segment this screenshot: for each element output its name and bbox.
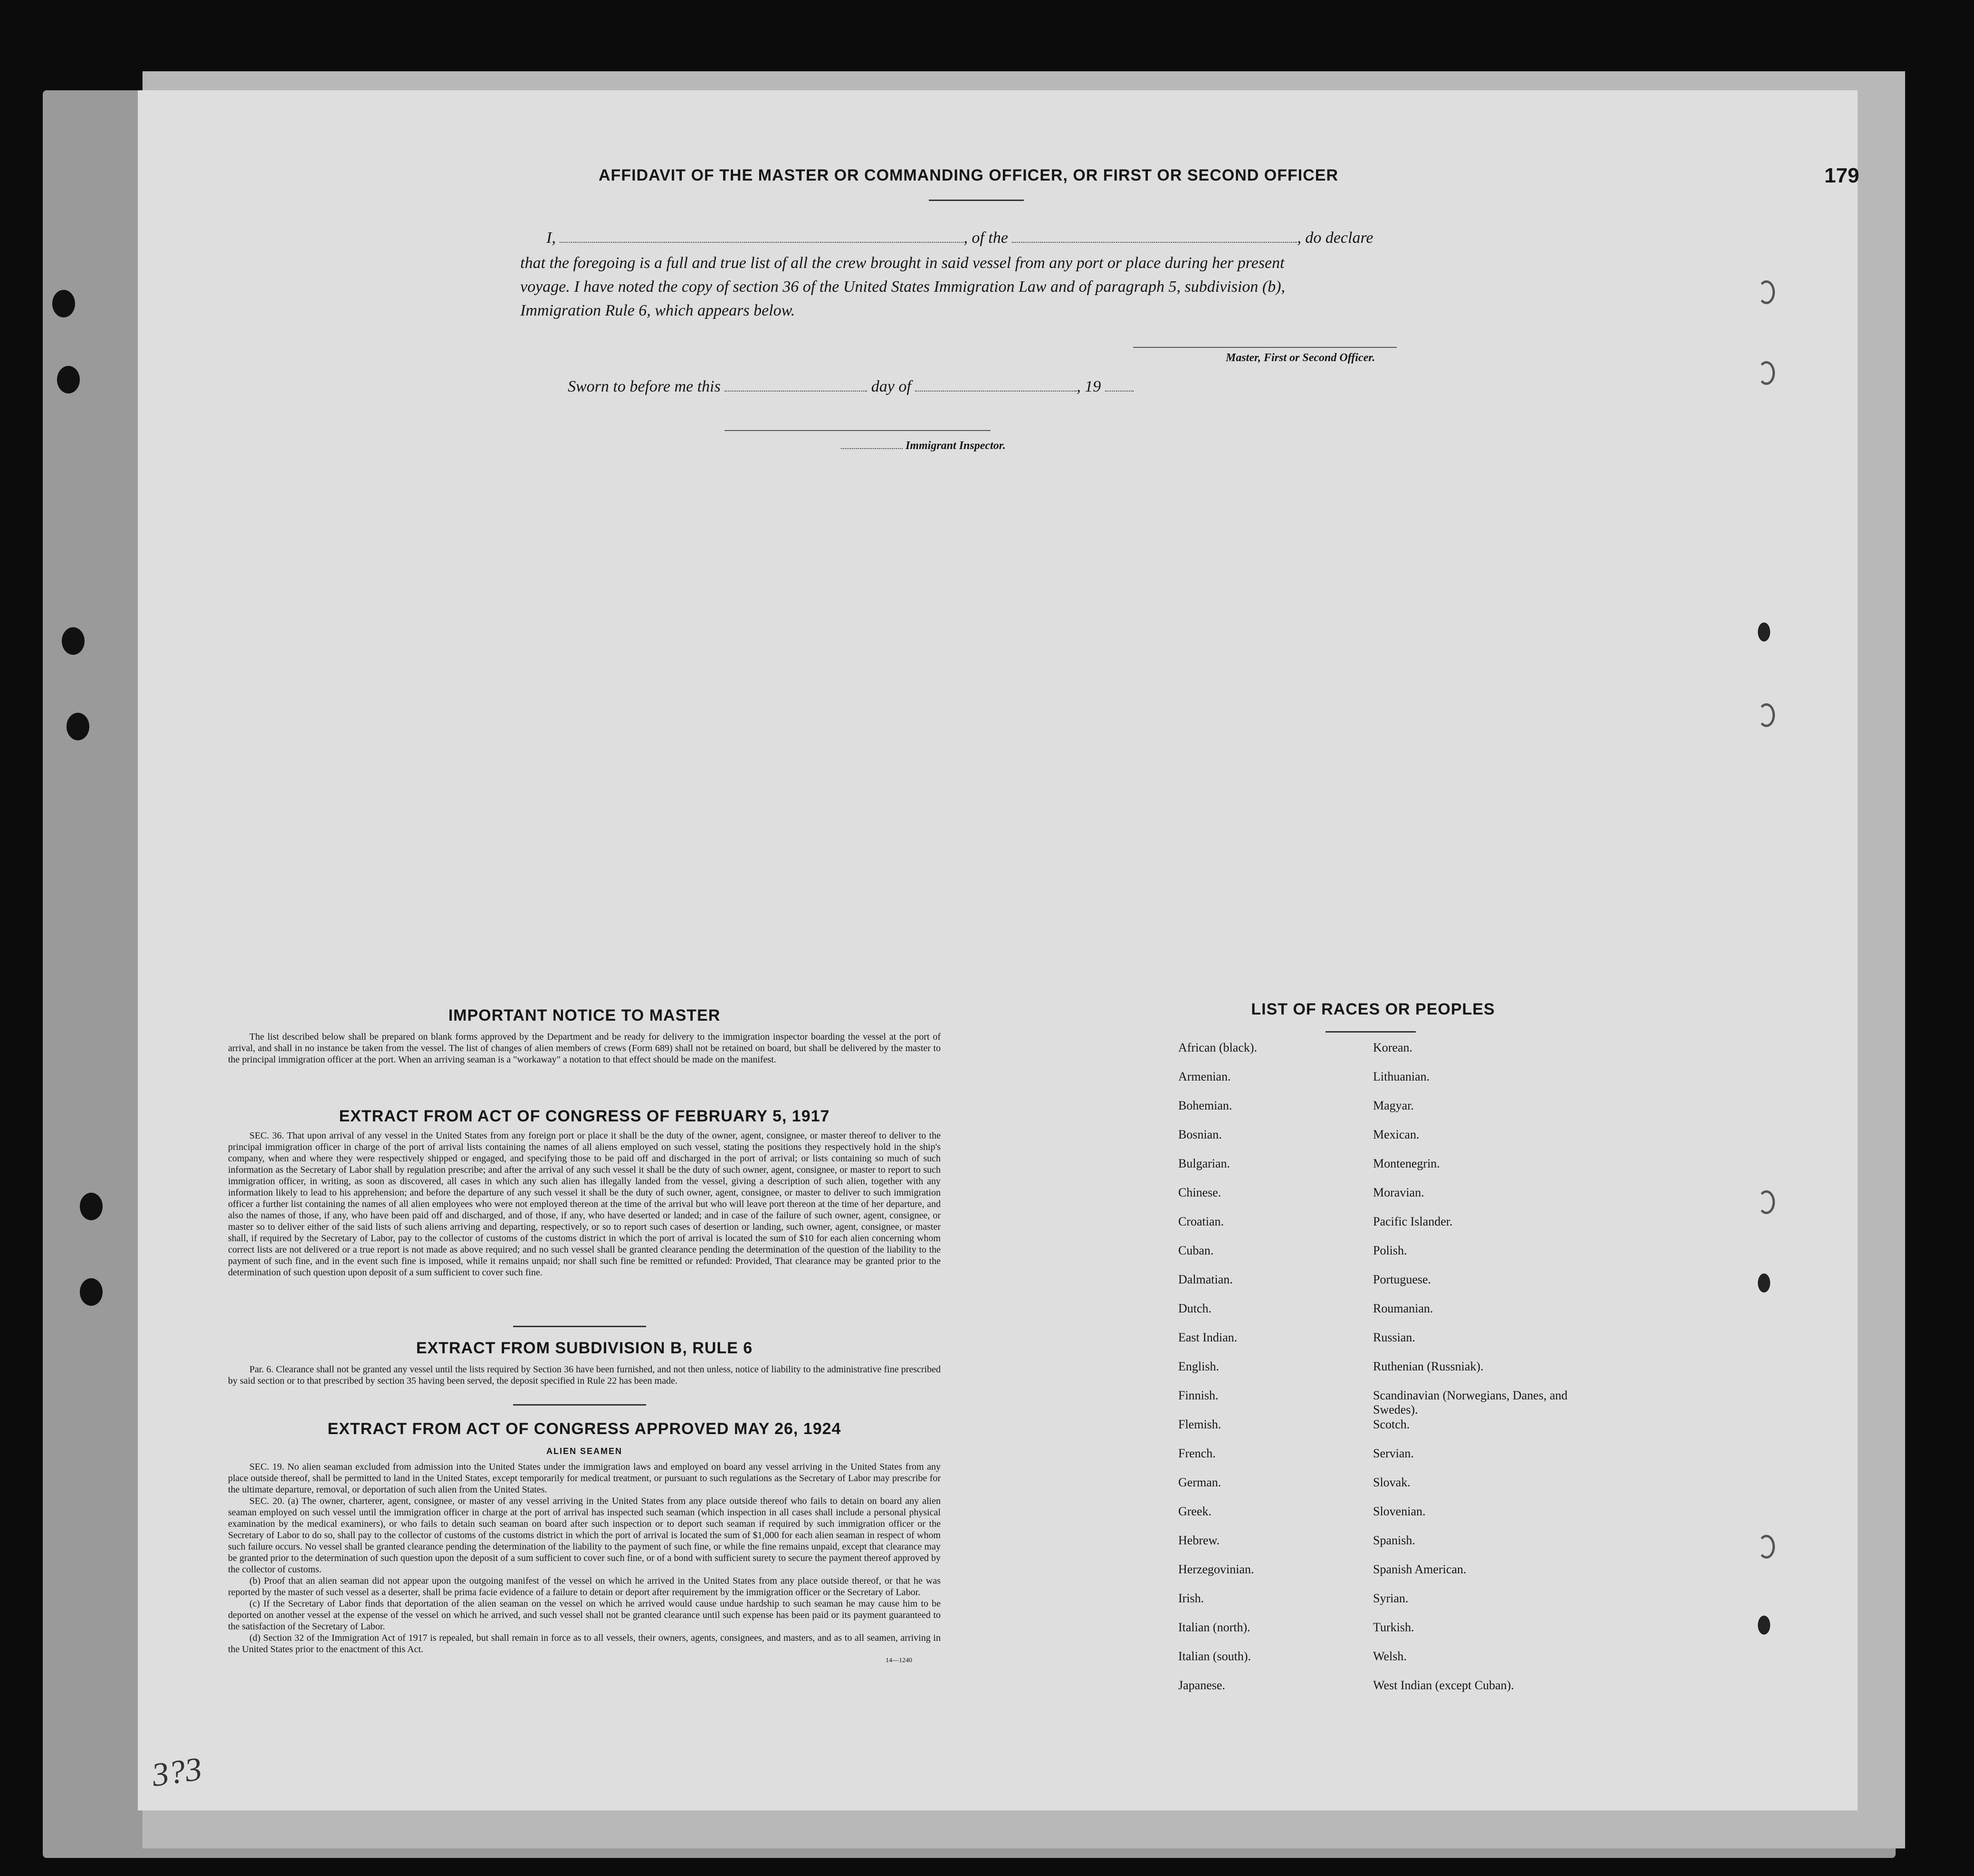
race-item-left: Armenian. [1178, 1070, 1231, 1083]
race-item-right: Spanish American. [1373, 1562, 1467, 1576]
extract-1917-title: EXTRACT FROM ACT OF CONGRESS OF FEBRUARY 5, 1917 [339, 1107, 830, 1125]
affidavit-line1: I, , of the , do declare [546, 229, 1373, 247]
notice-text: The list described below shall be prepared on blank forms approved by the Department and be ready for delivery to the immigration inspector boarding the vessel at the port of arrival, and shall in no instance be taken from the vessel. The list of changes of alien members of crews (Form 689) shall not be retained on board, but shall be delivered by the master to the principal immigration officer at the port. When an arriving seaman is a "workaway" a notation to that effect should be made on the manifest. [228, 1032, 941, 1065]
race-item-right: Polish. [1373, 1244, 1407, 1257]
race-item-left: Irish. [1178, 1591, 1204, 1605]
race-item-left: Dalmatian. [1178, 1273, 1233, 1286]
extract-1924-body [228, 1461, 941, 1666]
affidavit-line2: that the foregoing is a full and true list of all the crew brought in said vessel from any port or place during her present [520, 254, 1285, 272]
race-item-right: Slovak. [1373, 1475, 1411, 1489]
edge-hole [1758, 280, 1775, 304]
race-item-right: Slovenian. [1373, 1504, 1426, 1518]
race-item-left: Herzegovinian. [1178, 1562, 1254, 1576]
race-item-left: Italian (south). [1178, 1649, 1251, 1663]
binder-hole [62, 627, 85, 655]
affidavit-line3: voyage. I have noted the copy of section 36 of the United States Immigration Law and of paragraph 5, subdivision (b), [520, 278, 1286, 296]
race-item-right: Scandinavian (Norwegians, Danes, and Swedes). [1373, 1388, 1568, 1417]
binder-hole [80, 1278, 103, 1306]
extract-1924-sec19: SEC. 19. No alien seaman excluded from admission into the United States under the immigration laws and employed on board any vessel arriving in the United States from any place outside thereof, shall be permitted to land in the United States, except temporarily for medical treatment, or pursuant to such regulations as the Secretary of Labor may prescribe for the ultimate departure, removal, or deportation of such alien from the United States. [228, 1462, 941, 1495]
race-item-left: Chinese. [1178, 1186, 1221, 1199]
inspector-signature-line[interactable] [725, 430, 991, 431]
race-item-right: Russian. [1373, 1330, 1415, 1344]
extract-1924-sec20b: (b) Proof that an alien seaman did not appear upon the outgoing manifest of the vessel on which he arrived in the United States from any place outside thereof, or that he was reported by the master of such vessel as a deserter, shall be prima facie evidence of a failure to detain or deport after requirement by the immigration officer or the Secretary of Labor. [228, 1576, 941, 1598]
race-item-left: Bulgarian. [1178, 1157, 1230, 1170]
race-item-right: Lithuanian. [1373, 1070, 1430, 1083]
edge-hole [1758, 1535, 1775, 1559]
race-item-left: African (black). [1178, 1041, 1258, 1054]
sworn-line: Sworn to before me this day of , 19 [568, 378, 1134, 396]
race-item-right: Syrian. [1373, 1591, 1409, 1605]
edge-hole [1758, 1190, 1775, 1214]
inspector-label: Immigrant Inspector. [841, 440, 1006, 452]
name-blank[interactable] [560, 242, 963, 243]
race-item-right: Spanish. [1373, 1533, 1415, 1547]
edge-hole [1758, 622, 1770, 641]
extract-1924-subtitle: ALIEN SEAMEN [546, 1446, 622, 1456]
race-item-left: Hebrew. [1178, 1533, 1220, 1547]
race-item-left: German. [1178, 1475, 1221, 1489]
affidavit-title: AFFIDAVIT OF THE MASTER OR COMMANDING OFFICER, OR FIRST OR SECOND OFFICER [599, 166, 1338, 184]
races-divider [1326, 1031, 1416, 1033]
title-divider [929, 200, 1024, 201]
sworn-day-blank[interactable] [725, 391, 867, 392]
sworn-month-blank[interactable] [915, 391, 1077, 392]
race-item-right: Ruthenian (Russniak). [1373, 1359, 1484, 1373]
race-item-right: Moravian. [1373, 1186, 1424, 1199]
vessel-blank[interactable] [1012, 242, 1297, 243]
race-item-left: Japanese. [1178, 1678, 1225, 1692]
extract-rule6-title: EXTRACT FROM SUBDIVISION B, RULE 6 [416, 1339, 753, 1357]
section-divider [513, 1404, 646, 1406]
sworn-year-blank[interactable] [1105, 391, 1134, 392]
affidavit-line4: Immigration Rule 6, which appears below. [520, 302, 795, 319]
binder-hole [52, 290, 75, 317]
signature-line[interactable] [1133, 347, 1397, 348]
race-item-right: Scotch. [1373, 1417, 1410, 1431]
race-item-right: Turkish. [1373, 1620, 1414, 1634]
race-item-left: Italian (north). [1178, 1620, 1250, 1634]
binder-hole [80, 1193, 103, 1220]
extract-1924-sec20c: (c) If the Secretary of Labor finds that deportation of the alien seaman on the vessel on which he arrived would cause undue hardship to such seaman he may cause him to be deported on another vessel at the expense of the vessel on which he arrived, and such vessel shall not be granted clearance until such expense has been paid or its payment guaranteed to the satisfaction of the Secretary of Labor. [228, 1598, 941, 1632]
extract-1924-title: EXTRACT FROM ACT OF CONGRESS APPROVED MAY 26, 1924 [327, 1420, 841, 1438]
edge-hole [1758, 361, 1775, 385]
signature-label: Master, First or Second Officer. [1226, 352, 1375, 364]
race-item-left: Flemish. [1178, 1417, 1221, 1431]
race-item-right: Magyar. [1373, 1099, 1414, 1112]
race-item-left: French. [1178, 1446, 1216, 1460]
extract-1917-text: SEC. 36. That upon arrival of any vessel in the United States from any foreign port or place it shall be the duty of the owner, agent, consignee, or master thereof to deliver to the principal immigration officer in charge of the port of arrival lists containing the names of all aliens employed on such vessel, stating the positions they respectively hold in the ship's company, when and where they were respectively shipped or engaged, and specifying those to be paid off and discharged in the port of arrival; or lists containing so much of such information as the Secretary of Labor shall by regulation prescribe; and after the arrival of any such vessel it shall be the duty of such owner, agent, consignee, or master to report to such immigration officer, in writing, as soon as discovered, all cases in which any such alien has illegally landed from the vessel, giving a description of such alien, together with any information likely to lead to his apprehension; and before the departure of any such vessel it shall be the duty of such owner, agent, consignee, or master to deliver to such immigration officer a further list containing the names of all alien employees who were not employed thereon at the time of the arrival but who will leave port thereon at the time of her departure, and also the names of those, if any, who have been paid off and discharged, and of those, if any, who have deserted or landed; and in case of the failure of such owner, agent, consignee, or master so to deliver either of the said lists of such aliens arriving and departing, respectively, or so to report such cases of desertion or landing, such owner, agent, consignee, or master shall, if required by the Secretary of Labor, pay to the collector of customs of the customs district in which the port of arrival is located the sum of $10 for each alien concerning whom correct lists are not delivered or a true report is not made as above required; and no such vessel shall be granted clearance pending the determination of the question of the liability to the payment of such fine, and in the event such fine is imposed, while it remains unpaid; nor shall such fine be remitted or refunded: Provided, That clearance may be granted prior to the determination of such question upon deposit of a sum sufficient to cover such fine. [228, 1130, 941, 1278]
page-number: 179 [1824, 164, 1860, 187]
handwritten-mark: 3?3 [150, 1751, 204, 1794]
binder-hole [57, 366, 80, 393]
race-item-right: Pacific Islander. [1373, 1215, 1453, 1228]
form-code: 14—1240 [886, 1657, 912, 1664]
race-item-right: Mexican. [1373, 1128, 1420, 1141]
race-item-right: West Indian (except Cuban). [1373, 1678, 1514, 1692]
race-item-right: Korean. [1373, 1041, 1413, 1054]
race-item-right: Roumanian. [1373, 1302, 1433, 1315]
race-item-left: Finnish. [1178, 1388, 1219, 1402]
races-title: LIST OF RACES OR PEOPLES [1251, 1000, 1495, 1018]
binder-hole [67, 713, 89, 740]
extract-1924-sec20a: SEC. 20. (a) The owner, charterer, agent, consignee, or master of any vessel arriving in the United States from any place outside thereof who fails to detain on board any alien seaman employed on such vessel until the immigration officer in charge at the port of arrival has inspected such seaman (which inspection in all cases shall include a personal physical examination by the medical examiners), or who fails to detain such seaman on board after such inspection or to deport such seaman if required by such immigration officer or the Secretary of Labor to do so, shall pay to the collector of customs of the customs district in which the port of arrival is located the sum of $1,000 for each alien seaman in respect of whom such failure occurs. No vessel shall be granted clearance pending the determination of the liability to the payment of such fine, or while the fine remains unpaid, except that clearance may be granted prior to the determination of such question upon the deposit of a sum sufficient to cover such fine, or of a bond with sufficient surety to secure the payment thereof approved by the collector of customs. [228, 1496, 941, 1575]
race-item-left: Bohemian. [1178, 1099, 1232, 1112]
extract-rule6-text: Par. 6. Clearance shall not be granted any vessel until the lists required by Section 36 have been furnished, and not then unless, notice of liability to the administrative fine prescribed by said section or to that prescribed by section 35 having been served, the deposit specified in Rule 22 has been made. [228, 1364, 941, 1386]
edge-hole [1758, 703, 1775, 727]
section-divider [513, 1326, 646, 1327]
edge-hole [1758, 1616, 1770, 1635]
race-item-left: East Indian. [1178, 1330, 1238, 1344]
race-item-left: English. [1178, 1359, 1219, 1373]
extract-1924-sec20d: (d) Section 32 of the Immigration Act of 1917 is repealed, but shall remain in force as to all vessels, their owners, agents, consignees, and masters, and as to all seamen, arriving in the United States prior to the enactment of this Act. [228, 1633, 941, 1655]
race-item-left: Croatian. [1178, 1215, 1224, 1228]
edge-hole [1758, 1273, 1770, 1292]
race-item-right: Servian. [1373, 1446, 1414, 1460]
notice-title: IMPORTANT NOTICE TO MASTER [448, 1006, 721, 1024]
race-item-right: Montenegrin. [1373, 1157, 1440, 1170]
race-item-left: Cuban. [1178, 1244, 1214, 1257]
race-item-left: Greek. [1178, 1504, 1212, 1518]
race-item-left: Dutch. [1178, 1302, 1212, 1315]
race-item-right: Welsh. [1373, 1649, 1407, 1663]
race-item-left: Bosnian. [1178, 1128, 1222, 1141]
race-item-right: Portuguese. [1373, 1273, 1431, 1286]
